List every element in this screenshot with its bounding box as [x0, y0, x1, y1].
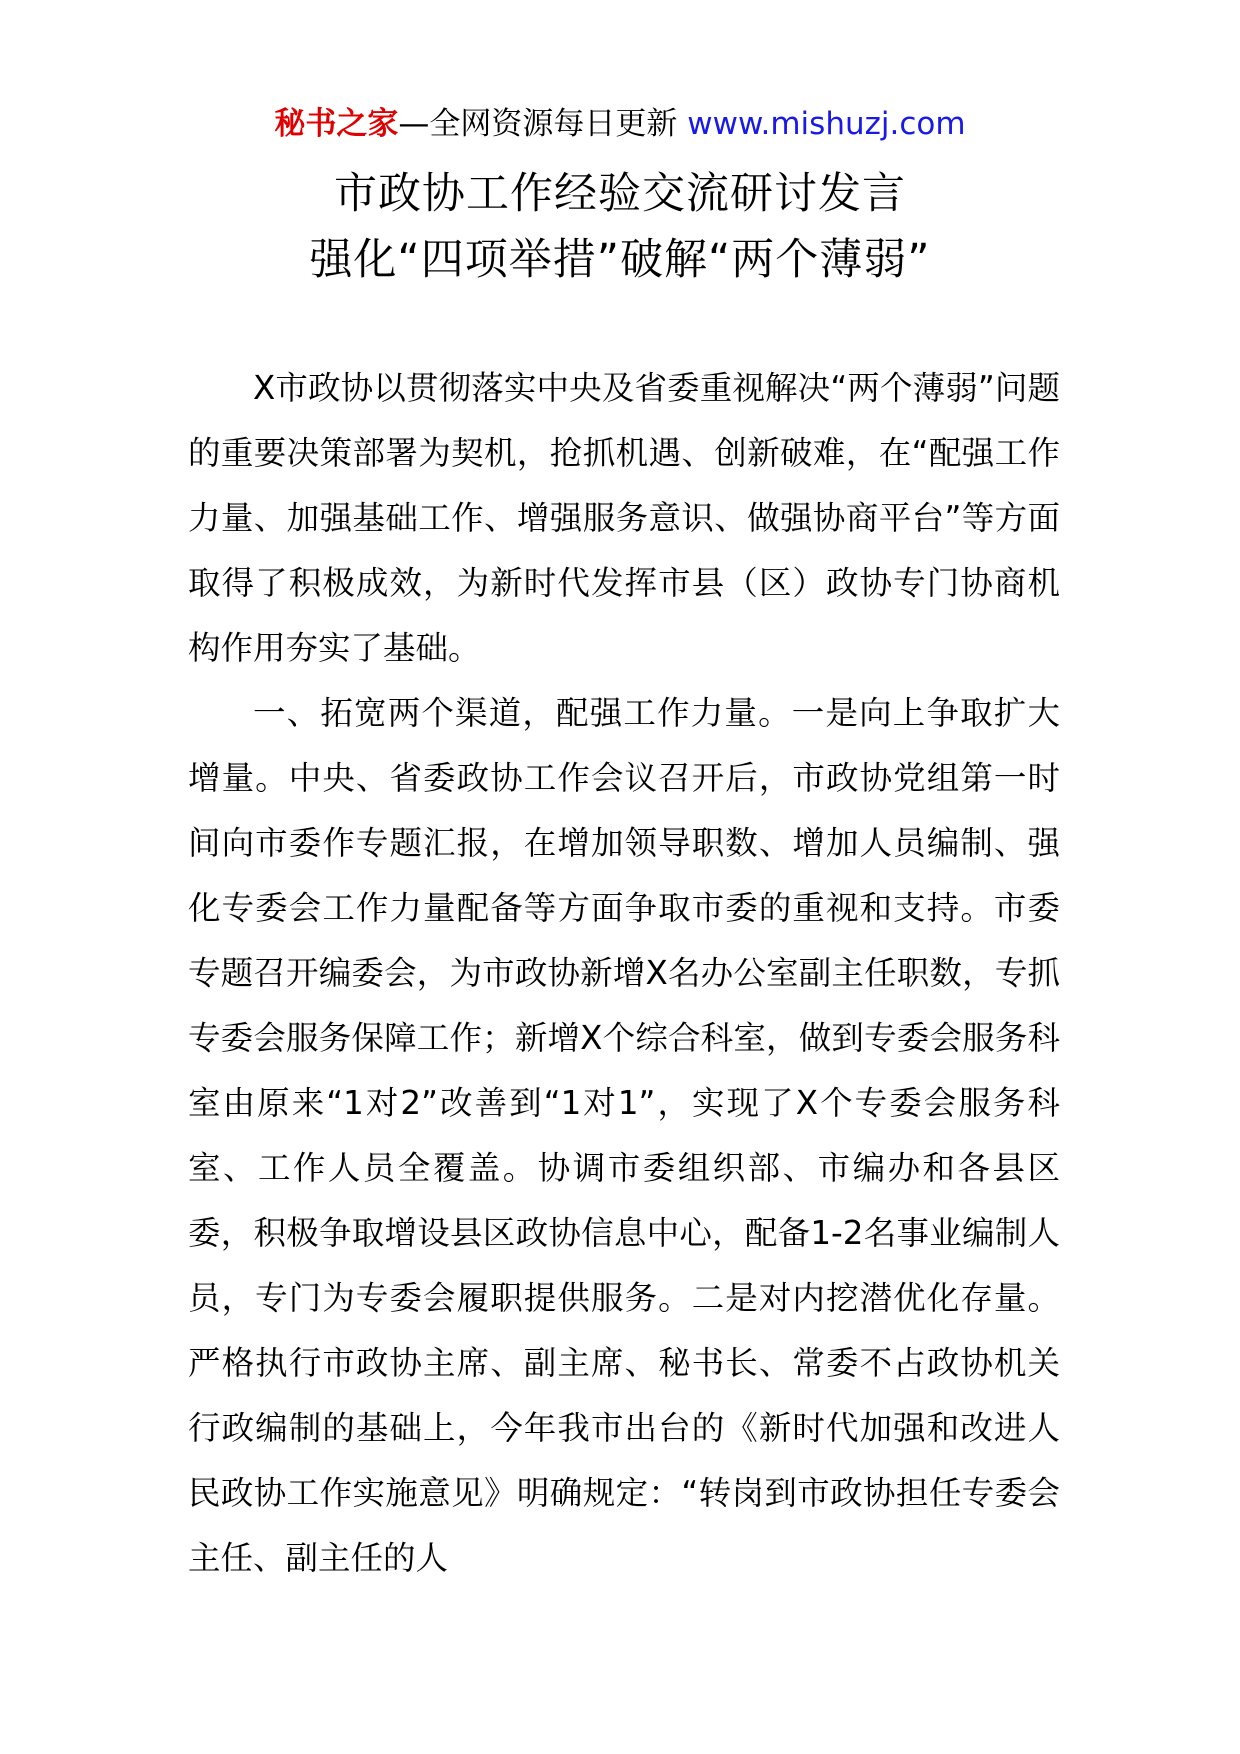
site-brand: 秘书之家 — [274, 106, 399, 142]
site-url-link[interactable]: www.mishuzj.com — [687, 106, 966, 142]
body-paragraph-section-one: 一、拓宽两个渠道，配强工作力量。一是向上争取扩大增量。中央、省委政协工作会议召开后，市政协党组第一时间向市委作专题汇报，在增加领导职数、增加人员编制、强化专委会工作力量配备等方面争取市委的重视和支持。市委专题召开编委会，为市政协新增X名办公室副主任职数，专抓专委会服务保障工作；新增X个综合科室，做到专委会服务科室由原来“1对2”改善到“1对1”，实现了X个专委会服务科室、工作人员全覆盖。协调市委组织部、市编办和各县区委，积极争取增设县区政协信息中心，配备1-2名事业编制人员，专门为专委会履职提供服务。二是对内挖潜优化存量。严格执行市政协主席、副主席、秘书长、常委不占政协机关行政编制的基础上，今年我市出台的《新时代加强和改进人民政协工作实施意见》明确规定：“转岗到市政协担任专委会主任、副主任的人 — [188, 694, 1060, 1577]
site-slogan: —全网资源每日更新 — [398, 106, 688, 142]
site-header — [0, 102, 1240, 146]
document-subtitle: 强化“四项举措”破解“两个薄弱” — [309, 235, 931, 285]
body-paragraph-intro: X市政协以贯彻落实中央及省委重视解决“两个薄弱”问题的重要决策部署为契机，抢抓机遇、创新破难，在“配强工作力量、加强基础工作、增强服务意识、做强协商平台”等方面取得了积极成效，为新时代发挥市县（区）政协专门协商机构作用夯实了基础。 — [188, 369, 1060, 667]
document-body — [188, 356, 1060, 1591]
document-title: 市政协工作经验交流研讨发言 — [334, 169, 906, 219]
